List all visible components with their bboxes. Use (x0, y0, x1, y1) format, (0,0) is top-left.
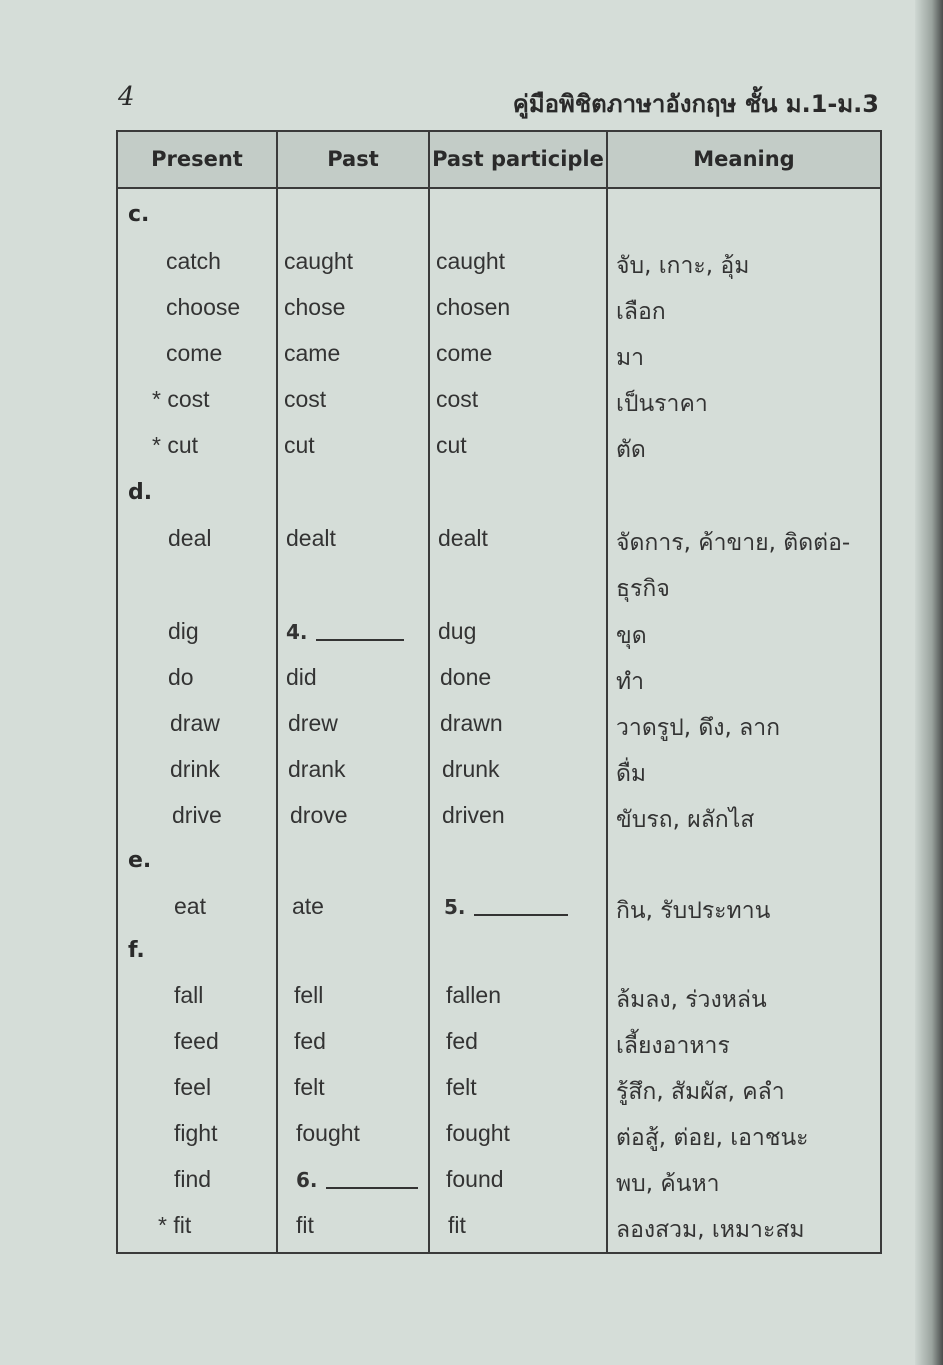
past-cell: felt (294, 1074, 325, 1100)
section-label-e: e. (128, 848, 152, 873)
meaning-cell: เป็นราคา (616, 391, 708, 417)
past-participle-cell: fed (446, 1028, 478, 1054)
past-participle-cell: come (436, 340, 493, 366)
past-cell: fell (294, 982, 324, 1008)
present-cell: feed (174, 1028, 219, 1054)
present-cell: * fit (158, 1212, 192, 1238)
column-header-present: Present (151, 147, 243, 171)
past-cell: cost (284, 386, 327, 412)
meaning-cell: ล้มลง, ร่วงหล่น (616, 987, 767, 1013)
present-cell: dig (168, 618, 199, 644)
meaning-cell: มา (616, 345, 645, 371)
present-cell: deal (168, 525, 212, 551)
present-cell: fall (174, 982, 204, 1008)
answer-blank-line (316, 639, 404, 641)
present-cell: * cost (152, 386, 210, 412)
present-cell: * cut (152, 432, 199, 458)
present-cell: fight (174, 1120, 218, 1146)
present-cell: do (168, 664, 194, 690)
past-cell: fit (296, 1212, 314, 1238)
column-header-meaning: Meaning (693, 147, 795, 171)
page-number: 4 (118, 82, 135, 112)
past-participle-cell: caught (436, 248, 506, 274)
meaning-cell: รู้สึก, สัมผัส, คลำ (616, 1079, 785, 1105)
past-cell: chose (284, 294, 346, 320)
column-divider (428, 132, 430, 1252)
meaning-cell: เลี้ยงอาหาร (616, 1033, 730, 1059)
meaning-cell: ต่อสู้, ต่อย, เอาชนะ (616, 1125, 809, 1151)
present-cell: feel (174, 1074, 212, 1100)
meaning-cell: ดื่ม (616, 761, 647, 787)
verb-table (116, 130, 882, 1254)
past-participle-cell: fit (448, 1212, 466, 1238)
past-participle-cell: drunk (442, 756, 500, 782)
past-cell: dealt (286, 525, 336, 551)
past-cell: ate (292, 893, 324, 919)
past-cell-blank (286, 618, 404, 645)
section-label-f: f. (128, 938, 145, 963)
past-participle-cell: fallen (446, 982, 501, 1008)
meaning-cell: ขุด (616, 623, 647, 649)
present-cell: catch (166, 248, 221, 274)
present-cell: choose (166, 294, 241, 320)
section-label-d: d. (128, 480, 153, 505)
meaning-cell: วาดรูป, ดึง, ลาก (616, 715, 781, 741)
past-cell: fed (294, 1028, 326, 1054)
meaning-cell: ขับรถ, ผลักไส (616, 807, 755, 833)
past-cell-blank (296, 1166, 418, 1193)
meaning-cell: ทำ (616, 669, 645, 695)
present-cell: come (166, 340, 223, 366)
past-cell: fought (296, 1120, 360, 1146)
past-participle-cell: fought (446, 1120, 510, 1146)
past-participle-cell: cut (436, 432, 467, 458)
past-participle-cell-blank (444, 893, 568, 920)
past-cell: cut (284, 432, 315, 458)
past-cell: did (286, 664, 317, 690)
meaning-cell: จัดการ, ค้าขาย, ติดต่อ- (616, 530, 851, 556)
answer-blank-line (474, 914, 568, 916)
running-title: คู่มือพิชิตภาษาอังกฤษ ชั้น ม.1-ม.3 (512, 90, 879, 118)
meaning-cell: พบ, ค้นหา (616, 1171, 720, 1197)
past-cell: caught (284, 248, 354, 274)
past-participle-cell: dealt (438, 525, 488, 551)
question-number: 6. (296, 1168, 318, 1192)
column-header-past: Past (327, 147, 379, 171)
meaning-cell: กิน, รับประทาน (616, 898, 771, 924)
past-cell: came (284, 340, 341, 366)
meaning-cell-continued: ธุรกิจ (616, 576, 670, 602)
question-number: 5. (444, 895, 466, 919)
meaning-cell: ลองสวม, เหมาะสม (616, 1217, 805, 1243)
past-cell: drew (288, 710, 338, 736)
page-edge-shadow (915, 0, 943, 1365)
present-cell: find (174, 1166, 212, 1192)
answer-blank-line (326, 1187, 418, 1189)
past-participle-cell: chosen (436, 294, 511, 320)
table-header-row (118, 132, 880, 189)
past-cell: drank (288, 756, 346, 782)
meaning-cell: ตัด (616, 437, 646, 463)
meaning-cell: จับ, เกาะ, อุ้ม (616, 253, 750, 279)
past-participle-cell: dug (438, 618, 477, 644)
past-participle-cell: cost (436, 386, 479, 412)
section-label-c: c. (128, 202, 150, 227)
past-participle-cell: drawn (440, 710, 503, 736)
past-participle-cell: found (446, 1166, 504, 1192)
present-cell: drink (170, 756, 220, 782)
present-cell: eat (174, 893, 206, 919)
past-participle-cell: felt (446, 1074, 477, 1100)
column-divider (276, 132, 278, 1252)
past-cell: drove (290, 802, 348, 828)
past-participle-cell: driven (442, 802, 505, 828)
past-participle-cell: done (440, 664, 492, 690)
question-number: 4. (286, 620, 308, 644)
column-header-past-participle: Past participle (432, 147, 604, 171)
meaning-cell: เลือก (616, 299, 666, 325)
present-cell: drive (172, 802, 222, 828)
column-divider (606, 132, 608, 1252)
present-cell: draw (170, 710, 220, 736)
